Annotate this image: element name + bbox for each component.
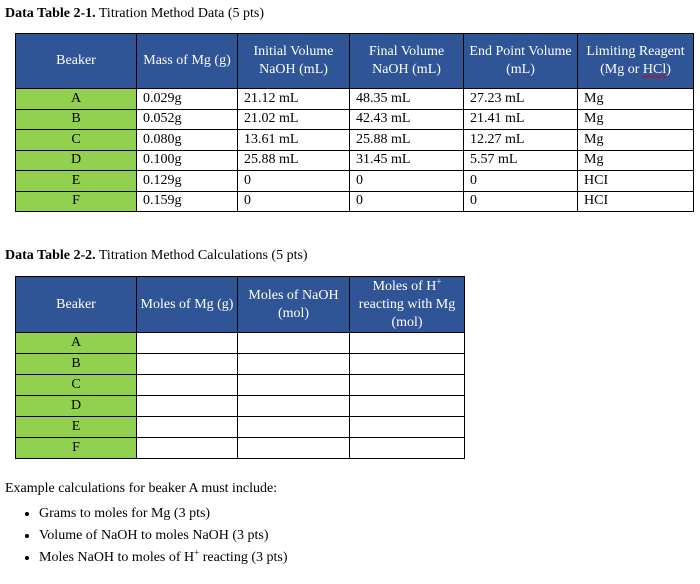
table-row bbox=[16, 396, 465, 417]
limiting-reagent-cell: Mg bbox=[578, 130, 694, 151]
table-row bbox=[16, 438, 465, 459]
header-final-volume: Final Volume NaOH (mL) bbox=[350, 34, 464, 89]
table2-caption-label: Data Table 2-2. bbox=[5, 248, 96, 263]
initial-volume-cell: 0 bbox=[238, 171, 350, 192]
initial-volume-cell: 21.12 mL bbox=[238, 89, 350, 110]
header-end-point-volume: End Point Volume (mL) bbox=[464, 34, 578, 89]
limiting-reagent-cell: HCI bbox=[578, 171, 694, 192]
beaker-cell: D bbox=[16, 396, 137, 417]
table-row bbox=[16, 150, 694, 171]
limiting-reagent-subtitle: (Mg or HCl) bbox=[600, 62, 671, 77]
moles-naoh-input-cell[interactable] bbox=[238, 354, 350, 375]
mass-cell: 0.080g bbox=[137, 130, 238, 151]
end-point-cell: 0 bbox=[464, 171, 578, 192]
moles-naoh-input-cell[interactable] bbox=[238, 438, 350, 459]
beaker-cell: F bbox=[16, 438, 137, 459]
header-beaker: Beaker bbox=[16, 277, 137, 333]
instructions-intro: Example calculations for beaker A must include: bbox=[5, 481, 278, 496]
final-volume-cell: 31.45 mL bbox=[350, 150, 464, 171]
beaker-cell: C bbox=[16, 375, 137, 396]
end-point-cell: 27.23 mL bbox=[464, 89, 578, 110]
moles-naoh-input-cell[interactable] bbox=[238, 375, 350, 396]
beaker-cell: A bbox=[16, 333, 137, 354]
list-item: • Volume of NaOH to moles NaOH (3 pts) bbox=[39, 525, 287, 547]
end-point-cell: 5.57 mL bbox=[464, 150, 578, 171]
moles-mg-input-cell[interactable] bbox=[137, 396, 238, 417]
header-moles-mg: Moles of Mg (g) bbox=[137, 277, 238, 333]
moles-mg-input-cell[interactable] bbox=[137, 438, 238, 459]
beaker-cell: E bbox=[16, 417, 137, 438]
mass-cell: 0.100g bbox=[137, 150, 238, 171]
mass-cell: 0.052g bbox=[137, 109, 238, 130]
beaker-cell: B bbox=[16, 354, 137, 375]
moles-h-input-cell[interactable] bbox=[350, 333, 465, 354]
titration-data-table bbox=[15, 33, 694, 212]
table-row bbox=[16, 171, 694, 192]
end-point-cell: 0 bbox=[464, 191, 578, 212]
mass-cell: 0.159g bbox=[137, 191, 238, 212]
moles-h-input-cell[interactable] bbox=[350, 396, 465, 417]
table1-caption-label: Data Table 2-1. bbox=[5, 6, 96, 21]
initial-volume-cell: 21.02 mL bbox=[238, 109, 350, 130]
list-item: • Grams to moles for Mg (3 pts) bbox=[39, 503, 287, 525]
table-row bbox=[16, 109, 694, 130]
moles-h-input-cell[interactable] bbox=[350, 354, 465, 375]
calculation-instructions bbox=[5, 481, 287, 569]
beaker-cell: B bbox=[16, 109, 137, 130]
header-moles-h-plus: Moles of H+ reacting with Mg (mol) bbox=[350, 277, 465, 333]
titration-calculations-table bbox=[15, 276, 465, 459]
initial-volume-cell: 0 bbox=[238, 191, 350, 212]
moles-h-input-cell[interactable] bbox=[350, 438, 465, 459]
limiting-reagent-title: Limiting Reagent bbox=[586, 44, 685, 59]
final-volume-cell: 0 bbox=[350, 171, 464, 192]
table-row bbox=[16, 375, 465, 396]
final-volume-cell: 0 bbox=[350, 191, 464, 212]
header-initial-volume: Initial Volume NaOH (mL) bbox=[238, 34, 350, 89]
limiting-reagent-cell: HCI bbox=[578, 191, 694, 212]
end-point-cell: 21.41 mL bbox=[464, 109, 578, 130]
table-row bbox=[16, 130, 694, 151]
table-row bbox=[16, 89, 694, 110]
table1-caption bbox=[5, 6, 264, 22]
table2-caption-text: Titration Method Calculations (5 pts) bbox=[95, 248, 308, 263]
moles-h-input-cell[interactable] bbox=[350, 375, 465, 396]
header-mass-mg: Mass of Mg (g) bbox=[137, 34, 238, 89]
initial-volume-cell: 13.61 mL bbox=[238, 130, 350, 151]
initial-volume-cell: 25.88 mL bbox=[238, 150, 350, 171]
table-row bbox=[16, 354, 465, 375]
header-moles-naoh: Moles of NaOH (mol) bbox=[238, 277, 350, 333]
moles-h-input-cell[interactable] bbox=[350, 417, 465, 438]
moles-mg-input-cell[interactable] bbox=[137, 417, 238, 438]
beaker-cell: A bbox=[16, 89, 137, 110]
limiting-reagent-cell: Mg bbox=[578, 150, 694, 171]
moles-naoh-input-cell[interactable] bbox=[238, 396, 350, 417]
mass-cell: 0.029g bbox=[137, 89, 238, 110]
beaker-cell: F bbox=[16, 191, 137, 212]
instructions-list bbox=[5, 503, 287, 569]
list-item: • Moles NaOH to moles of H+ reacting (3 pts) bbox=[39, 547, 287, 569]
beaker-cell: C bbox=[16, 130, 137, 151]
beaker-cell: D bbox=[16, 150, 137, 171]
spellcheck-word: HCl bbox=[642, 62, 667, 77]
final-volume-cell: 48.35 mL bbox=[350, 89, 464, 110]
final-volume-cell: 42.43 mL bbox=[350, 109, 464, 130]
moles-mg-input-cell[interactable] bbox=[137, 333, 238, 354]
table-row bbox=[16, 417, 465, 438]
table-row bbox=[16, 333, 465, 354]
end-point-cell: 12.27 mL bbox=[464, 130, 578, 151]
moles-mg-input-cell[interactable] bbox=[137, 375, 238, 396]
moles-naoh-input-cell[interactable] bbox=[238, 333, 350, 354]
moles-naoh-input-cell[interactable] bbox=[238, 417, 350, 438]
table-row bbox=[16, 191, 694, 212]
table1-caption-text: Titration Method Data (5 pts) bbox=[95, 6, 265, 21]
table2-caption bbox=[5, 248, 308, 264]
limiting-reagent-cell: Mg bbox=[578, 89, 694, 110]
limiting-reagent-cell: Mg bbox=[578, 109, 694, 130]
moles-mg-input-cell[interactable] bbox=[137, 354, 238, 375]
header-limiting-reagent bbox=[578, 34, 694, 89]
mass-cell: 0.129g bbox=[137, 171, 238, 192]
beaker-cell: E bbox=[16, 171, 137, 192]
final-volume-cell: 25.88 mL bbox=[350, 130, 464, 151]
header-beaker: Beaker bbox=[16, 34, 137, 89]
